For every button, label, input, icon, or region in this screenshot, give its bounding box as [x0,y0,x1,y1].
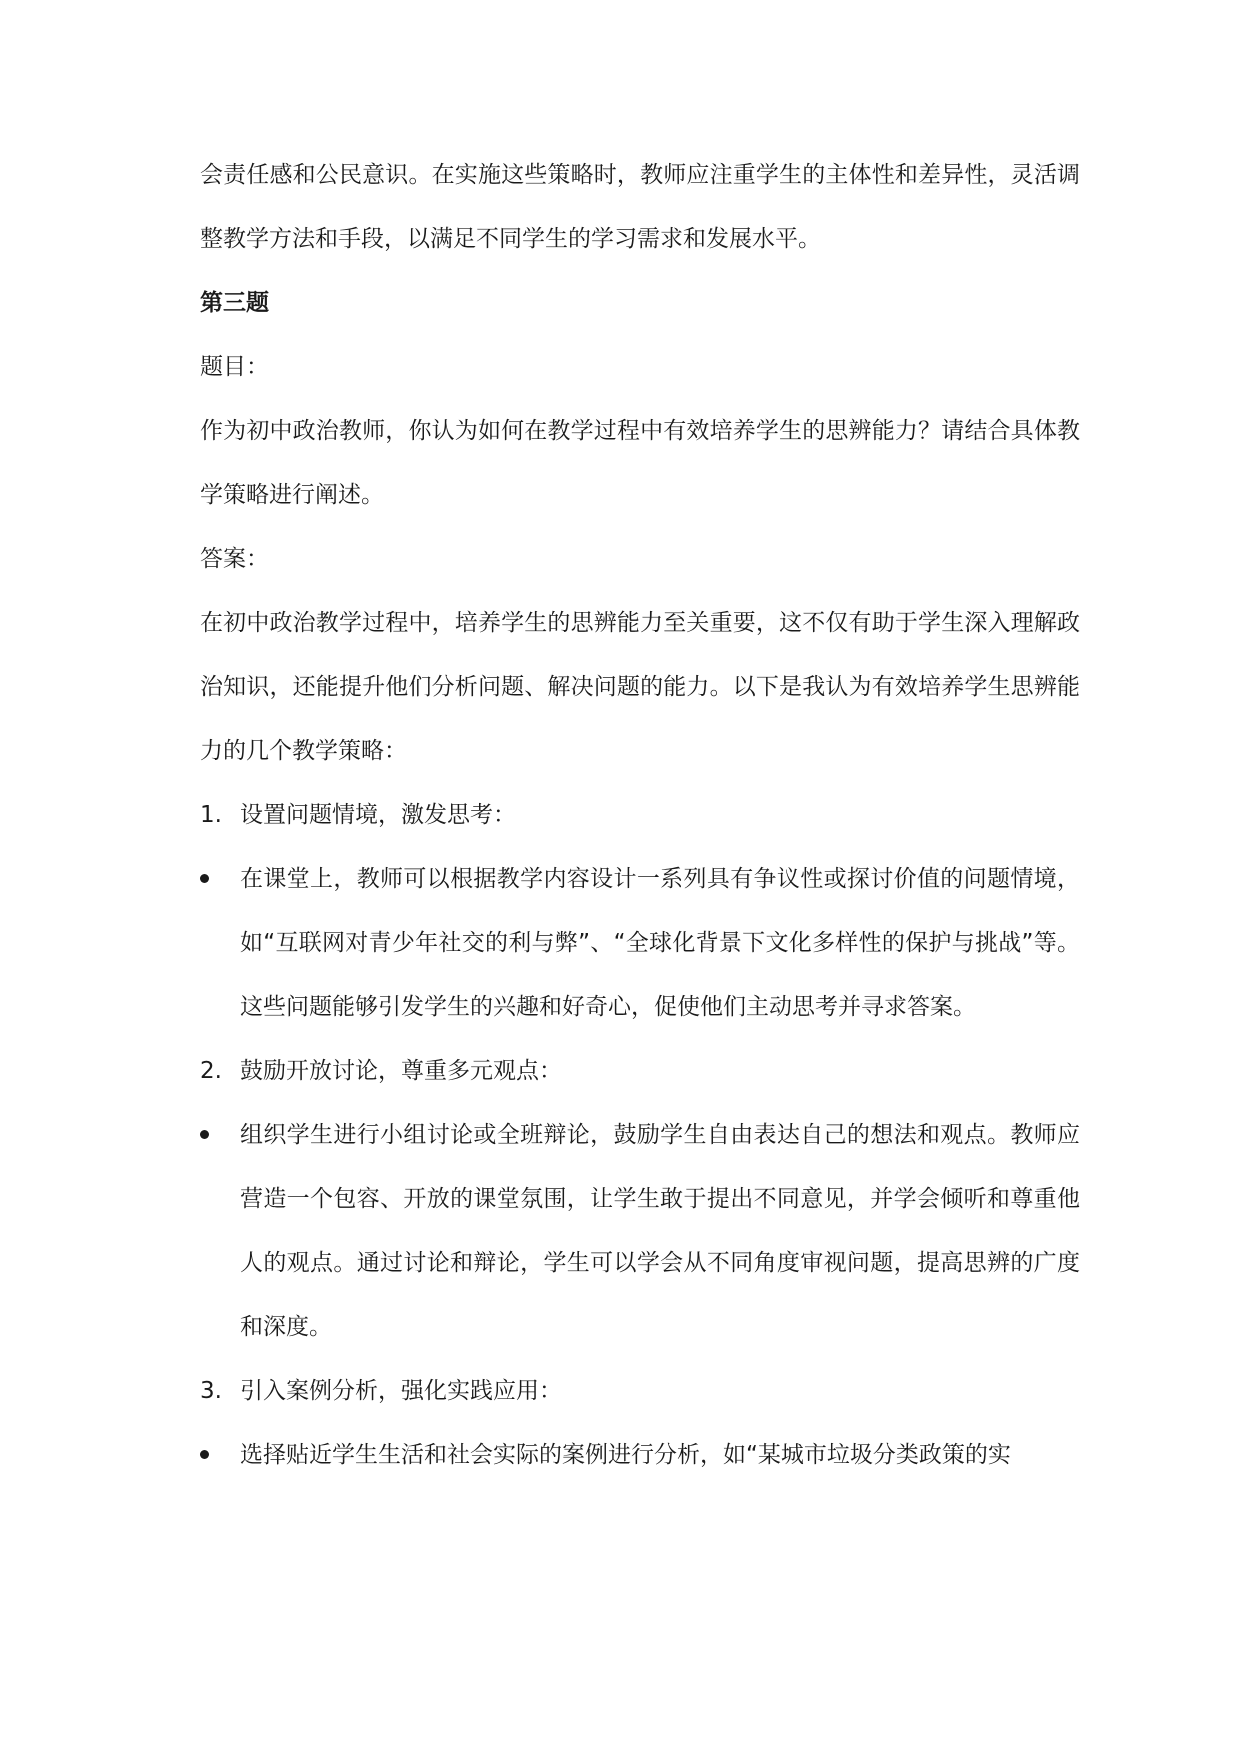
strategy-3-title [200,1359,1080,1423]
strategy-2-detail-text: 组织学生进行小组讨论或全班辩论，鼓励学生自由表达自己的想法和观点。教师应营造一个包容、开放的课堂氛围，让学生敢于提出不同意见，并学会倾听和尊重他人的观点。通过讨论和辩论，学生可以学会从不同角度审视问题，提高思辨的广度和深度。 [240,1122,1080,1340]
document-body [200,143,1080,1487]
bullet-icon [200,847,240,1039]
strategy-3-title-text: 引入案例分析，强化实践应用： [240,1378,562,1404]
section-heading: 第三题 [200,290,269,316]
strategy-1-detail [200,847,1080,1039]
strategy-2-detail [200,1103,1080,1359]
bullet-icon [200,1103,240,1359]
answer-label: 答案： [200,546,269,572]
question-text: 作为初中政治教师，你认为如何在教学过程中有效培养学生的思辨能力？请结合具体教学策略进行阐述。 [200,418,1080,508]
strategy-3-detail [200,1423,1080,1487]
strategy-2-title [200,1039,1080,1103]
question-label: 题目： [200,354,269,380]
strategy-1-title-text: 设置问题情境，激发思考： [240,802,516,828]
answer-intro: 在初中政治教学过程中，培养学生的思辨能力至关重要，这不仅有助于学生深入理解政治知识，还能提升他们分析问题、解决问题的能力。以下是我认为有效培养学生思辨能力的几个教学策略： [200,610,1080,764]
strategy-3-detail-text: 选择贴近学生生活和社会实际的案例进行分析，如“某城市垃圾分类政策的实 [240,1442,1011,1468]
bullet-icon [200,1423,240,1487]
strategy-1-number: 1. [200,802,222,828]
strategy-1-title [200,783,1080,847]
strategy-2-title-text: 鼓励开放讨论，尊重多元观点： [240,1058,562,1084]
intro-paragraph: 会责任感和公民意识。在实施这些策略时，教师应注重学生的主体性和差异性，灵活调整教学方法和手段，以满足不同学生的学习需求和发展水平。 [200,162,1080,252]
strategy-3-number: 3. [200,1378,222,1404]
strategy-1-detail-text: 在课堂上，教师可以根据教学内容设计一系列具有争议性或探讨价值的问题情境，如“互联网对青少年社交的利与弊”、“全球化背景下文化多样性的保护与挑战”等。这些问题能够引发学生的兴趣和好奇心，促使他们主动思考并寻求答案。 [240,866,1080,1020]
strategy-2-number: 2. [200,1058,222,1084]
